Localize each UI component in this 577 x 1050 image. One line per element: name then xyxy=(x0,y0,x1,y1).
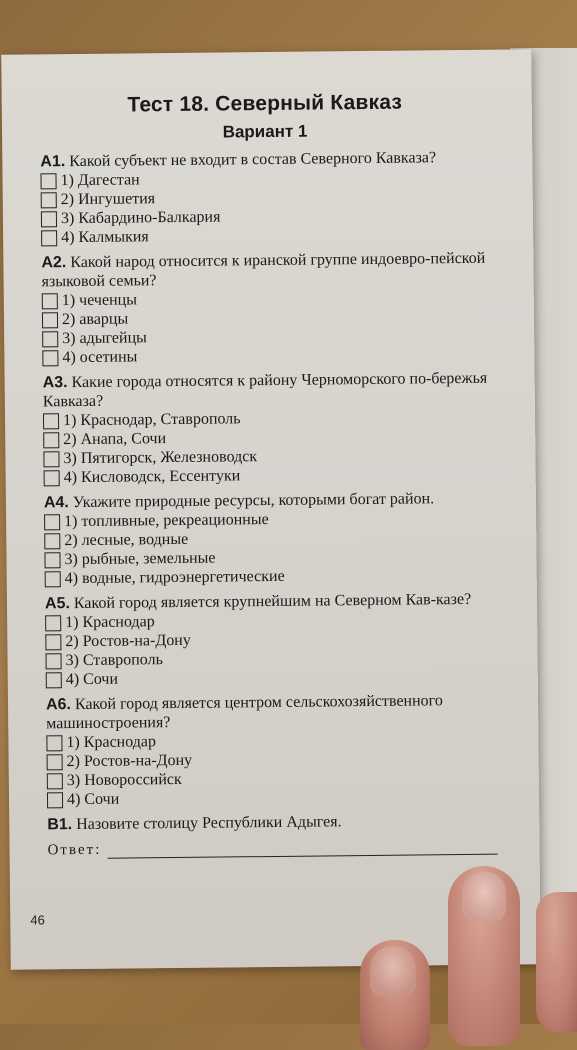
checkbox[interactable] xyxy=(42,331,58,347)
checkbox[interactable] xyxy=(44,552,60,568)
option-label: 4) Сочи xyxy=(65,670,119,689)
option-label: 3) Ставрополь xyxy=(65,651,163,670)
book-page xyxy=(1,49,541,969)
question-text: Какой народ относится к иранской группе индоевро-пейской языковой семьи? xyxy=(41,249,486,291)
option-label: 3) Новороссийск xyxy=(66,770,182,790)
checkbox[interactable] xyxy=(42,293,58,309)
checkbox[interactable] xyxy=(43,451,59,467)
question-number: А5. xyxy=(44,595,70,613)
checkbox[interactable] xyxy=(47,754,63,770)
question-text: Какие города относятся к району Черноморского по-бережья Кавказа? xyxy=(42,369,488,411)
answer-option[interactable] xyxy=(41,224,491,248)
checkbox[interactable] xyxy=(40,173,56,189)
question-number: А3. xyxy=(42,374,68,392)
option-label: 4) водные, гидроэнергетические xyxy=(64,567,285,588)
checkbox[interactable] xyxy=(45,653,61,669)
page-number: 46 xyxy=(30,912,45,928)
question-text: Какой город является крупнейшим на Северном Кав-казе? xyxy=(73,590,472,613)
answer-option[interactable] xyxy=(47,786,497,810)
option-label: 2) лесные, водные xyxy=(64,530,189,550)
answer-option[interactable] xyxy=(42,344,492,368)
option-label: 3) Кабардино-Балкария xyxy=(60,208,221,228)
option-label: 2) аварцы xyxy=(61,310,129,329)
option-label: 1) Краснодар, Ставрополь xyxy=(62,410,241,430)
checkbox[interactable] xyxy=(47,792,63,808)
page-content xyxy=(40,90,498,860)
test-title: Тест 18. Северный Кавказ xyxy=(127,90,403,117)
checkbox[interactable] xyxy=(42,350,58,366)
answer-label: Ответ: xyxy=(47,841,102,859)
option-label: 3) Пятигорск, Железноводск xyxy=(63,448,258,468)
question-text: Назовите столицу Республики Адыгея. xyxy=(76,813,342,834)
option-label: 4) Калмыкия xyxy=(61,228,149,247)
option-label: 2) Ростов-на-Дону xyxy=(65,631,191,651)
answer-line[interactable] xyxy=(107,838,497,859)
question-2 xyxy=(41,249,492,368)
answer-option[interactable] xyxy=(46,666,496,690)
option-label: 1) Краснодар xyxy=(66,733,157,752)
question-number: А6. xyxy=(45,696,72,714)
checkbox[interactable] xyxy=(43,432,59,448)
answer-option[interactable] xyxy=(44,464,494,488)
fingernail xyxy=(370,946,416,996)
checkbox[interactable] xyxy=(45,571,61,587)
question-text: Укажите природные ресурсы, которыми богат район. xyxy=(72,490,435,512)
option-label: 1) чеченцы xyxy=(61,291,137,310)
answer-option[interactable] xyxy=(45,565,495,589)
question-number: А2. xyxy=(41,254,67,272)
question-number: А1. xyxy=(40,153,66,171)
question-number: В1. xyxy=(47,816,73,834)
question-text: Какой город является центром сельскохозяйственного машиностроения? xyxy=(46,692,443,733)
option-label: 2) Ростов-на-Дону xyxy=(66,751,193,771)
finger xyxy=(536,892,577,1032)
variant-title: Вариант 1 xyxy=(222,121,308,142)
option-label: 4) Кисловодск, Ессентуки xyxy=(63,467,241,487)
question-1 xyxy=(40,148,491,248)
checkbox[interactable] xyxy=(45,634,61,650)
checkbox[interactable] xyxy=(46,672,62,688)
checkbox[interactable] xyxy=(41,192,57,208)
option-label: 1) Краснодар xyxy=(65,613,155,632)
checkbox[interactable] xyxy=(41,230,57,246)
option-label: 4) Сочи xyxy=(66,790,120,809)
checkbox[interactable] xyxy=(43,413,59,429)
option-label: 1) топливные, рекреационные xyxy=(64,511,269,531)
checkbox[interactable] xyxy=(42,312,58,328)
question-3 xyxy=(43,369,494,488)
checkbox[interactable] xyxy=(45,615,61,631)
option-label: 4) осетины xyxy=(62,348,138,367)
option-label: 2) Ингушетия xyxy=(60,190,156,209)
checkbox[interactable] xyxy=(44,470,60,486)
questions-list xyxy=(40,148,497,810)
option-label: 2) Анапа, Сочи xyxy=(63,430,167,449)
question-text: Какой субъект не входит в состав Северного Кавказа? xyxy=(69,149,437,171)
question-6 xyxy=(46,691,497,810)
option-label: 3) рыбные, земельные xyxy=(64,549,216,569)
question-b1 xyxy=(47,811,497,835)
option-label: 3) адыгейцы xyxy=(62,329,147,348)
question-number: А4. xyxy=(43,494,69,512)
checkbox[interactable] xyxy=(46,735,62,751)
question-5 xyxy=(45,590,496,690)
checkbox[interactable] xyxy=(44,514,60,530)
checkbox[interactable] xyxy=(41,211,57,227)
fingernail xyxy=(462,872,506,922)
answer-row xyxy=(47,838,497,860)
checkbox[interactable] xyxy=(47,773,63,789)
question-4 xyxy=(44,489,495,589)
option-label: 1) Дагестан xyxy=(60,171,140,190)
checkbox[interactable] xyxy=(44,533,60,549)
